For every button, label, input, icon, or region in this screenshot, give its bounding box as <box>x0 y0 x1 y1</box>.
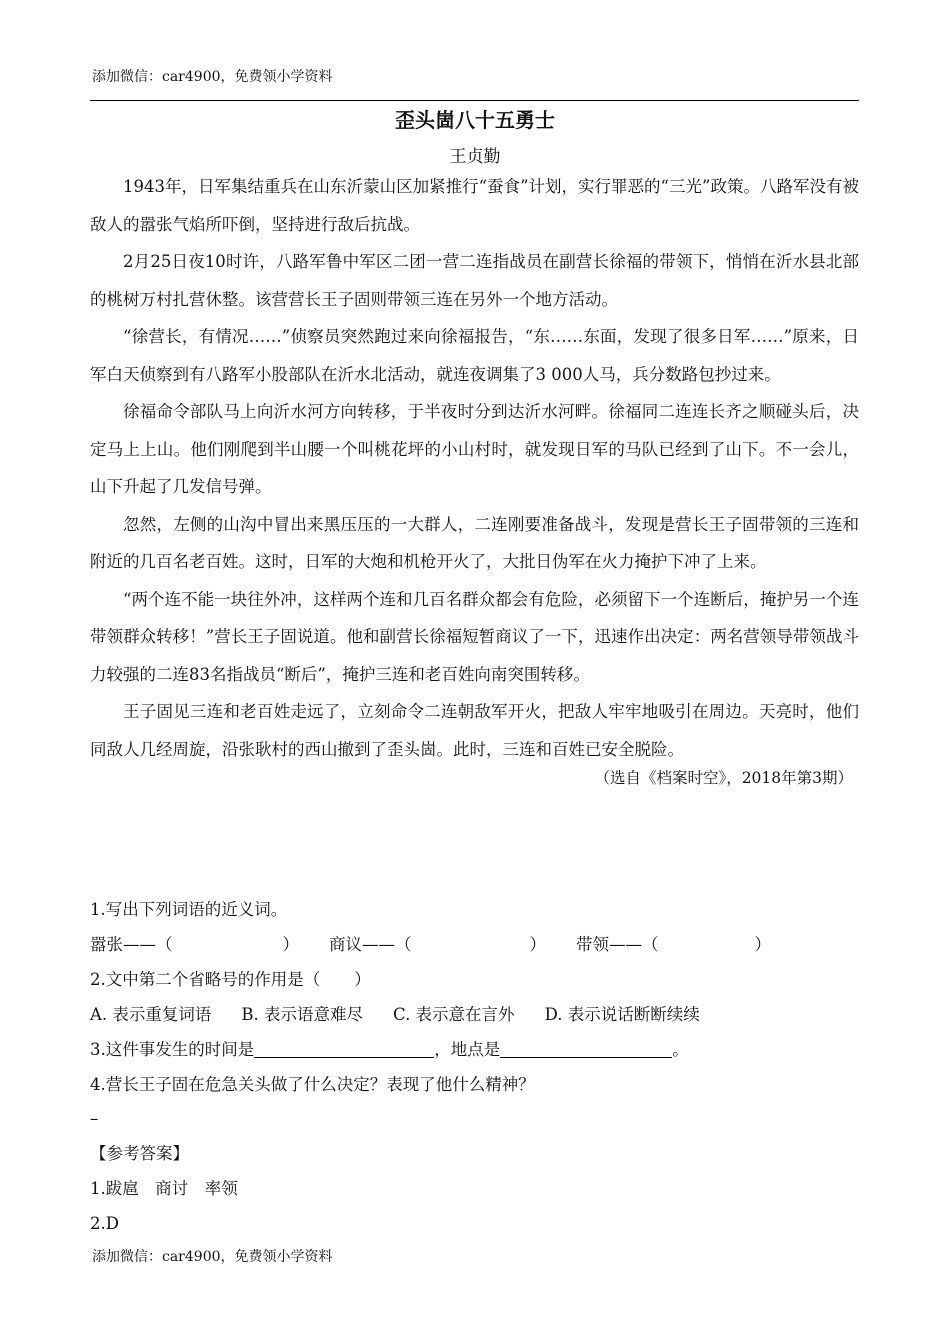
paragraph: 2月25日夜10时许，八路军鲁中军区二团一营二连指战员在副营长徐福的带领下，悄悄在沂水县北部的桃树万村扎营休整。该营营长王子固则带领三连在另外一个地方活动。 <box>90 252 859 309</box>
question-3-end: 。 <box>672 1040 689 1059</box>
footer-note: 添加微信：car4900，免费领小学资料 <box>92 1249 333 1265</box>
paragraph: “徐营长，有情况……”侦察员突然跑过来向徐福报告，“东……东面，发现了很多日军……”原来，日军白天侦察到有八路军小股部队在沂水北活动，就连夜调集了3 000人马，兵分数路包抄过来。 <box>90 327 859 384</box>
article-source: （选自《档案时空》，2018年第3期） <box>594 769 853 787</box>
word-1-label: 嚣张——（ <box>90 935 173 954</box>
question-2-options <box>90 997 859 1032</box>
answer-2: 2.D <box>90 1214 119 1233</box>
article-author: 王贞勤 <box>449 147 501 167</box>
question-3-mid: ，地点是 <box>434 1040 501 1059</box>
paragraph: “两个连不能一块往外冲，这样两个连和几百名群众都会有危险，必须留下一个连断后，掩护另一个连带领群众转移！”营长王子固说道。他和副营长徐福短暂商议了一下，迅速作出决定：两名营领导带领战斗力较强的二连83名指战员“断后”，掩护三连和老百姓向南突围转移。 <box>90 589 859 684</box>
question-2-text: 2.文中第二个省略号的作用是（ <box>90 970 321 989</box>
question-3 <box>90 1032 859 1067</box>
article-title: 歪头崮八十五勇士 <box>395 108 555 132</box>
article-body <box>90 168 859 792</box>
paragraph: 王子固见三连和老百姓走远了，立刻命令二连朝敌军开火，把敌人牢牢地吸引在周边。天亮时，他们同敌人几经周旋，沿张耿村的西山撤到了歪头崮。此时，三连和百姓已安全脱险。 <box>90 702 859 759</box>
question-1: 1.写出下列词语的近义词。 <box>90 900 288 919</box>
word-2-label: 商议——（ <box>329 935 412 954</box>
paragraph: 忽然，左侧的山沟中冒出来黑压压的一大群人，二连刚要准备战斗，发现是营长王子固带领的三连和附近的几百名老百姓。这时，日军的大炮和机枪开火了，大批日伪军在火力掩护下冲了上来。 <box>90 514 859 571</box>
answer-line-marker: – <box>90 1109 99 1128</box>
question-4: 4.营长王子固在危急关头做了什么决定？表现了他什么精神？ <box>90 1075 535 1094</box>
word-3-label: 带领——（ <box>576 935 659 954</box>
paragraph: 1943年，日军集结重兵在山东沂蒙山区加紧推行“蚕食”计划，实行罪恶的“三光”政策。八路军没有被敌人的嚣张气焰所吓倒，坚持进行敌后抗战。 <box>90 177 859 234</box>
question-2-close: ） <box>354 970 371 989</box>
option-a[interactable]: A. 表示重复词语 <box>90 1005 212 1024</box>
word-3-close: ） <box>754 935 771 954</box>
option-b[interactable]: B. 表示语意难尽 <box>241 1005 364 1024</box>
questions-section <box>90 892 859 1241</box>
word-2-close: ） <box>529 935 546 954</box>
header-divider <box>90 100 859 101</box>
place-blank[interactable] <box>500 1037 672 1058</box>
option-c[interactable]: C. 表示意在言外 <box>393 1005 515 1024</box>
header-note: 添加微信：car4900，免费领小学资料 <box>92 69 333 85</box>
question-1-words <box>90 927 859 962</box>
answers-heading: 【参考答案】 <box>90 1144 189 1163</box>
paragraph: 徐福命令部队马上向沂水河方向转移，于半夜时分到达沂水河畔。徐福同二连连长齐之顺碰头后，决定马上上山。他们刚爬到半山腰一个叫桃花坪的小山村时，就发现日军的马队已经到了山下。不一会儿，山下升起了几发信号弹。 <box>90 402 859 496</box>
time-blank[interactable] <box>254 1037 434 1058</box>
answer-1: 1.跋扈 商讨 率领 <box>90 1179 238 1198</box>
question-3-text: 3.这件事发生的时间是 <box>90 1040 255 1059</box>
question-2 <box>90 962 859 997</box>
word-1-close: ） <box>282 935 299 954</box>
option-d[interactable]: D. 表示说话断断续续 <box>544 1005 700 1024</box>
